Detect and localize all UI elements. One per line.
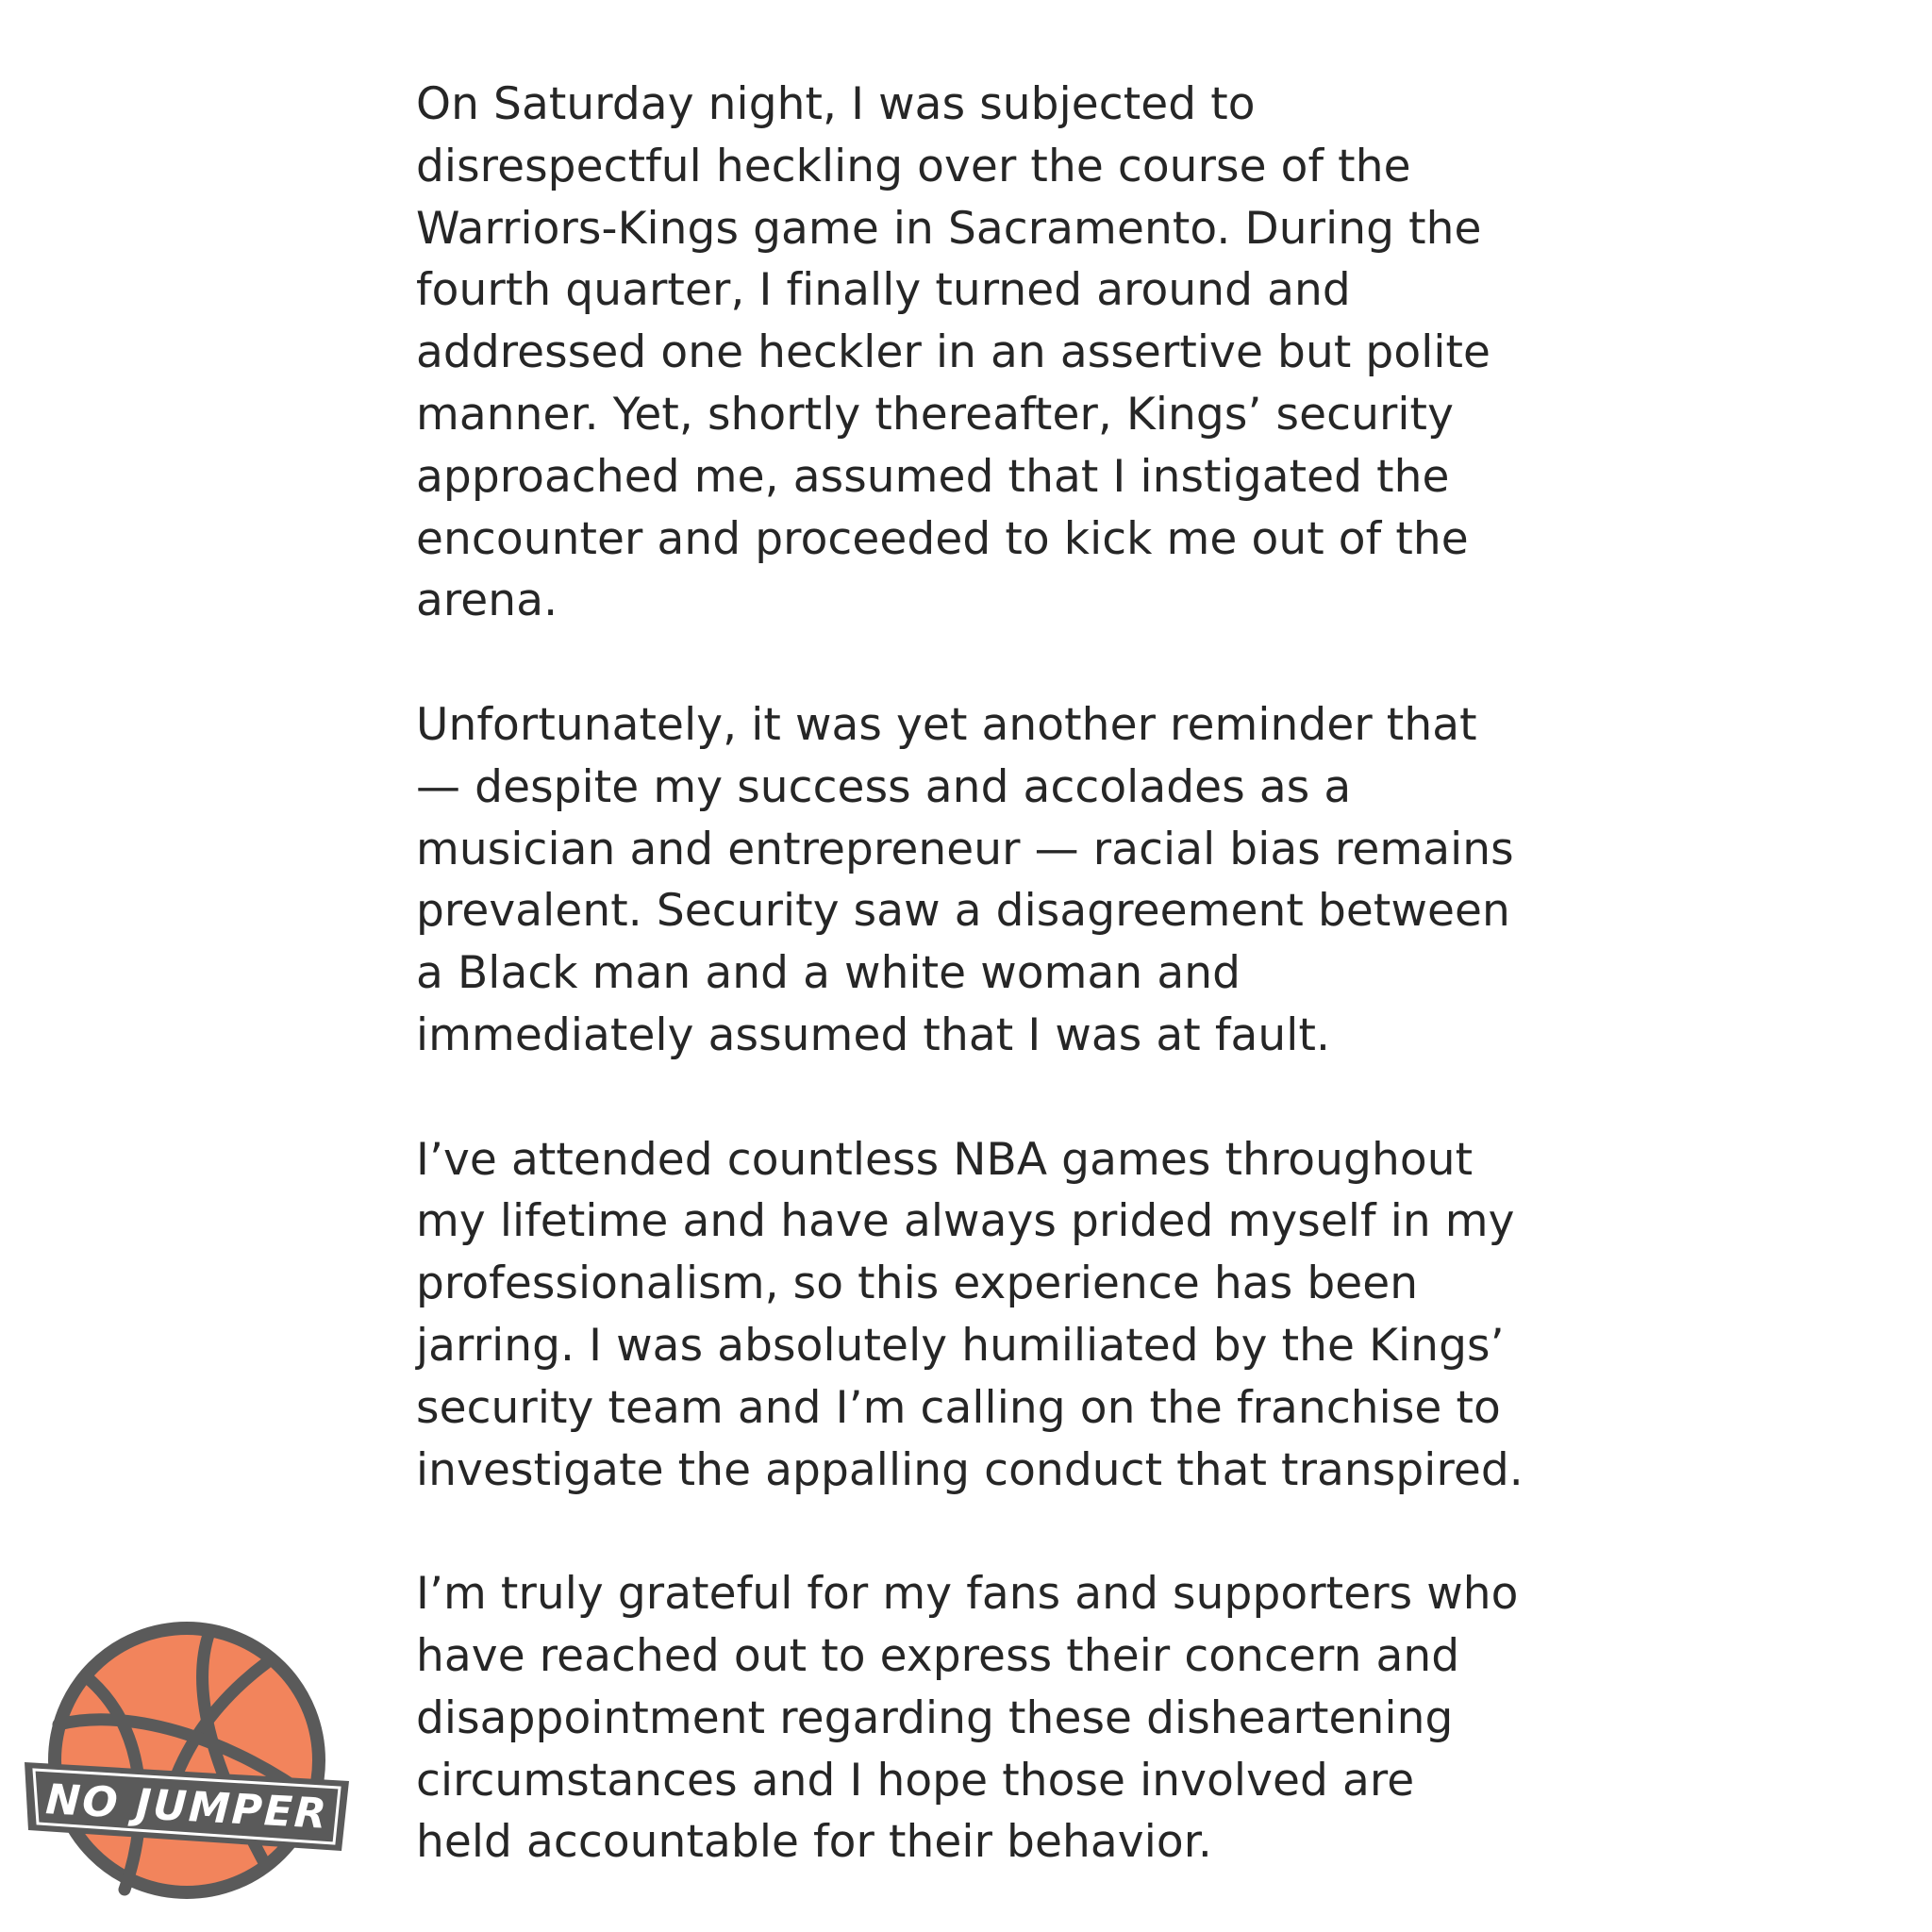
text-line: disappointment regarding these disheartening bbox=[416, 1691, 1454, 1744]
text-line: jarring. I was absolutely humiliated by the Kings’ bbox=[416, 1319, 1505, 1372]
text-line: On Saturday night, I was subjected to bbox=[416, 78, 1256, 130]
text-line: security team and I’m calling on the franchise to bbox=[416, 1381, 1501, 1434]
text-line: musician and entrepreneur — racial bias remains bbox=[416, 823, 1514, 875]
text-line: I’m truly grateful for my fans and supporters who bbox=[416, 1568, 1519, 1621]
text-line: encounter and proceeded to kick me out of the bbox=[416, 512, 1469, 565]
text-line: professionalism, so this experience has been bbox=[416, 1257, 1419, 1310]
text-line: addressed one heckler in an assertive but polite bbox=[416, 326, 1491, 379]
text-line: Warriors-Kings game in Sacramento. During the bbox=[416, 202, 1482, 255]
text-line: I’ve attended countless NBA games throughout bbox=[416, 1133, 1474, 1186]
text-line: arena. bbox=[416, 575, 558, 627]
paragraph bbox=[416, 694, 1595, 1067]
statement-text bbox=[416, 74, 1595, 1874]
text-line: investigate the appalling conduct that transpired. bbox=[416, 1443, 1524, 1496]
no-jumper-logo bbox=[21, 1621, 357, 1904]
text-line: prevalent. Security saw a disagreement between bbox=[416, 885, 1510, 938]
paragraph bbox=[416, 1129, 1595, 1502]
text-line: manner. Yet, shortly thereafter, Kings’ security bbox=[416, 388, 1454, 441]
text-line: held accountable for their behavior. bbox=[416, 1816, 1212, 1869]
paragraph bbox=[416, 1563, 1595, 1874]
text-line: immediately assumed that I was at fault. bbox=[416, 1008, 1331, 1061]
text-line: circumstances and I hope those involved are bbox=[416, 1754, 1415, 1807]
logo-text: NO JUMPER bbox=[44, 1775, 330, 1839]
text-line: disrespectful heckling over the course of the bbox=[416, 140, 1411, 192]
paragraph bbox=[416, 74, 1595, 632]
text-line: my lifetime and have always prided myself in my bbox=[416, 1195, 1515, 1248]
text-line: — despite my success and accolades as a bbox=[416, 760, 1352, 813]
text-line: approached me, assumed that I instigated the bbox=[416, 450, 1450, 503]
text-line: a Black man and a white woman and bbox=[416, 947, 1241, 1000]
basketball-icon bbox=[21, 1621, 357, 1904]
text-line: Unfortunately, it was yet another reminder that bbox=[416, 698, 1477, 751]
text-line: have reached out to express their concern and bbox=[416, 1629, 1460, 1682]
text-line: fourth quarter, I finally turned around and bbox=[416, 264, 1351, 317]
